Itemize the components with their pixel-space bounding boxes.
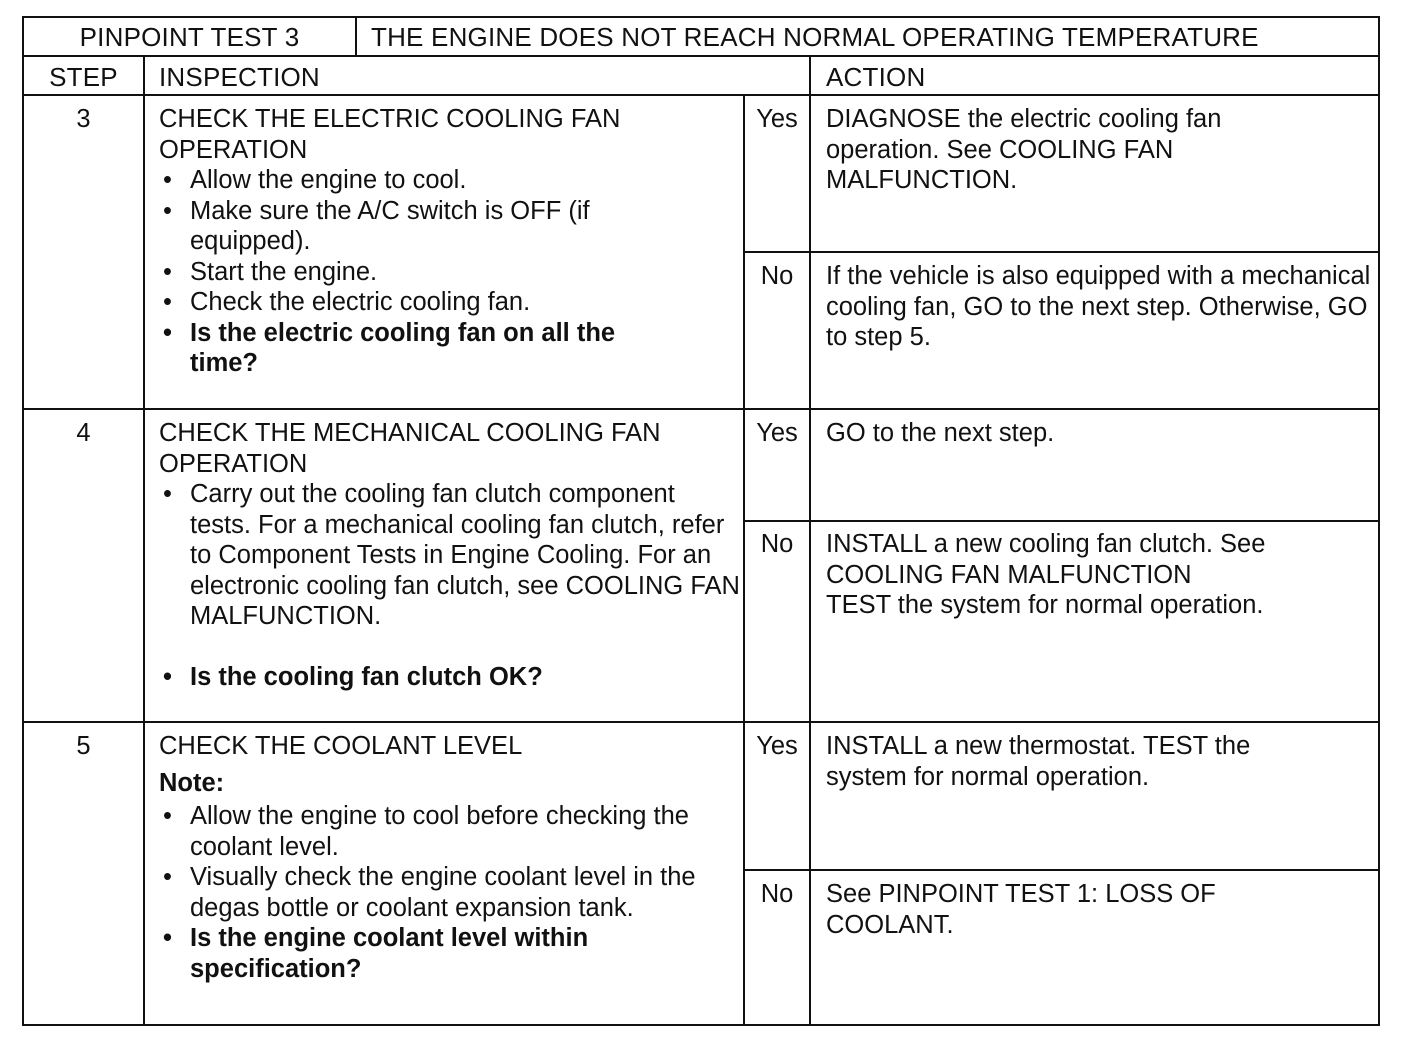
yes-no-divider: [743, 520, 1378, 522]
inspection-list: [159, 801, 739, 984]
inspection-list: [159, 165, 739, 379]
step-number: 5: [76, 732, 91, 760]
column-divider: [809, 55, 811, 1024]
inspection-title: CHECK THE ELECTRIC COOLING FAN: [159, 105, 621, 133]
inspection-title: CHECK THE MECHANICAL COOLING FAN: [159, 419, 661, 447]
yes-label: Yes: [756, 732, 798, 760]
step-number: 4: [76, 419, 91, 447]
inspection-bullet: • Check the electric cooling fan.: [159, 287, 739, 318]
inspection-question: • Is the engine coolant level within specification?: [159, 923, 640, 984]
column-header-action: ACTION: [826, 62, 926, 92]
inspection-title: OPERATION: [159, 135, 308, 164]
inspection-list: [159, 479, 739, 692]
inspection-bullet: • Visually check the engine coolant level in the degas bottle or coolant expansion tank.: [159, 862, 750, 923]
no-label: No: [760, 530, 794, 558]
yes-action: INSTALL a new thermostat. TEST the system for normal operation.: [826, 732, 1251, 791]
no-label: No: [760, 262, 794, 290]
inspection-cell: [159, 104, 739, 379]
inspection-bullet: • Allow the engine to cool before checking the coolant level.: [159, 801, 720, 862]
no-action-line: INSTALL a new cooling fan clutch. See COOLING FAN MALFUNCTION: [826, 530, 1266, 589]
row-divider: [24, 94, 1378, 96]
yes-action: DIAGNOSE the electric cooling fan operation. See COOLING FAN MALFUNCTION.: [826, 105, 1222, 194]
row-divider: [24, 408, 1378, 410]
inspection-title: OPERATION: [159, 449, 308, 478]
inspection-question: • Is the cooling fan clutch OK?: [159, 662, 739, 693]
inspection-bullet: • Start the engine.: [159, 257, 739, 288]
test-label: PINPOINT TEST 3: [79, 22, 300, 52]
step-number: 3: [76, 105, 91, 133]
row-divider: [24, 55, 1378, 57]
inspection-cell: [159, 731, 739, 984]
inspection-title: CHECK THE COOLANT LEVEL: [159, 732, 523, 760]
no-label: No: [760, 880, 794, 908]
yes-label: Yes: [756, 105, 798, 133]
no-action: If the vehicle is also equipped with a mechanical cooling fan, GO to the next step. Otherwise, GO to step 5.: [826, 262, 1371, 351]
column-divider: [143, 55, 145, 1024]
inspection-bullet: • Carry out the cooling fan clutch component tests. For a mechanical cooling fan clutch, refer to Component Tests in Engine Cooling. For an electronic cooling fan clutch, see COOLING FAN MALFUNCTION.: [159, 479, 740, 632]
yes-action: GO to the next step.: [826, 419, 1055, 447]
yes-label: Yes: [756, 419, 798, 447]
no-action-line: TEST the system for normal operation.: [826, 591, 1264, 619]
column-header-step: STEP: [49, 62, 118, 92]
no-action: [826, 529, 1326, 621]
inspection-question: • Is the electric cooling fan on all the time?: [159, 318, 670, 379]
inspection-cell: [159, 418, 739, 692]
pinpoint-test-table: [22, 16, 1380, 1026]
column-header-inspection: INSPECTION: [159, 62, 320, 92]
note-label: Note:: [159, 768, 225, 797]
inspection-bullet: • Make sure the A/C switch is OFF (if equipped).: [159, 196, 640, 257]
no-action: See PINPOINT TEST 1: LOSS OF COOLANT.: [826, 880, 1216, 939]
test-title: THE ENGINE DOES NOT REACH NORMAL OPERATING TEMPERATURE: [371, 22, 1259, 52]
inspection-bullet: • Allow the engine to cool.: [159, 165, 739, 196]
row-divider: [24, 721, 1378, 723]
column-divider: [355, 18, 357, 55]
yes-no-divider: [743, 869, 1378, 871]
yes-no-divider: [743, 251, 1378, 253]
